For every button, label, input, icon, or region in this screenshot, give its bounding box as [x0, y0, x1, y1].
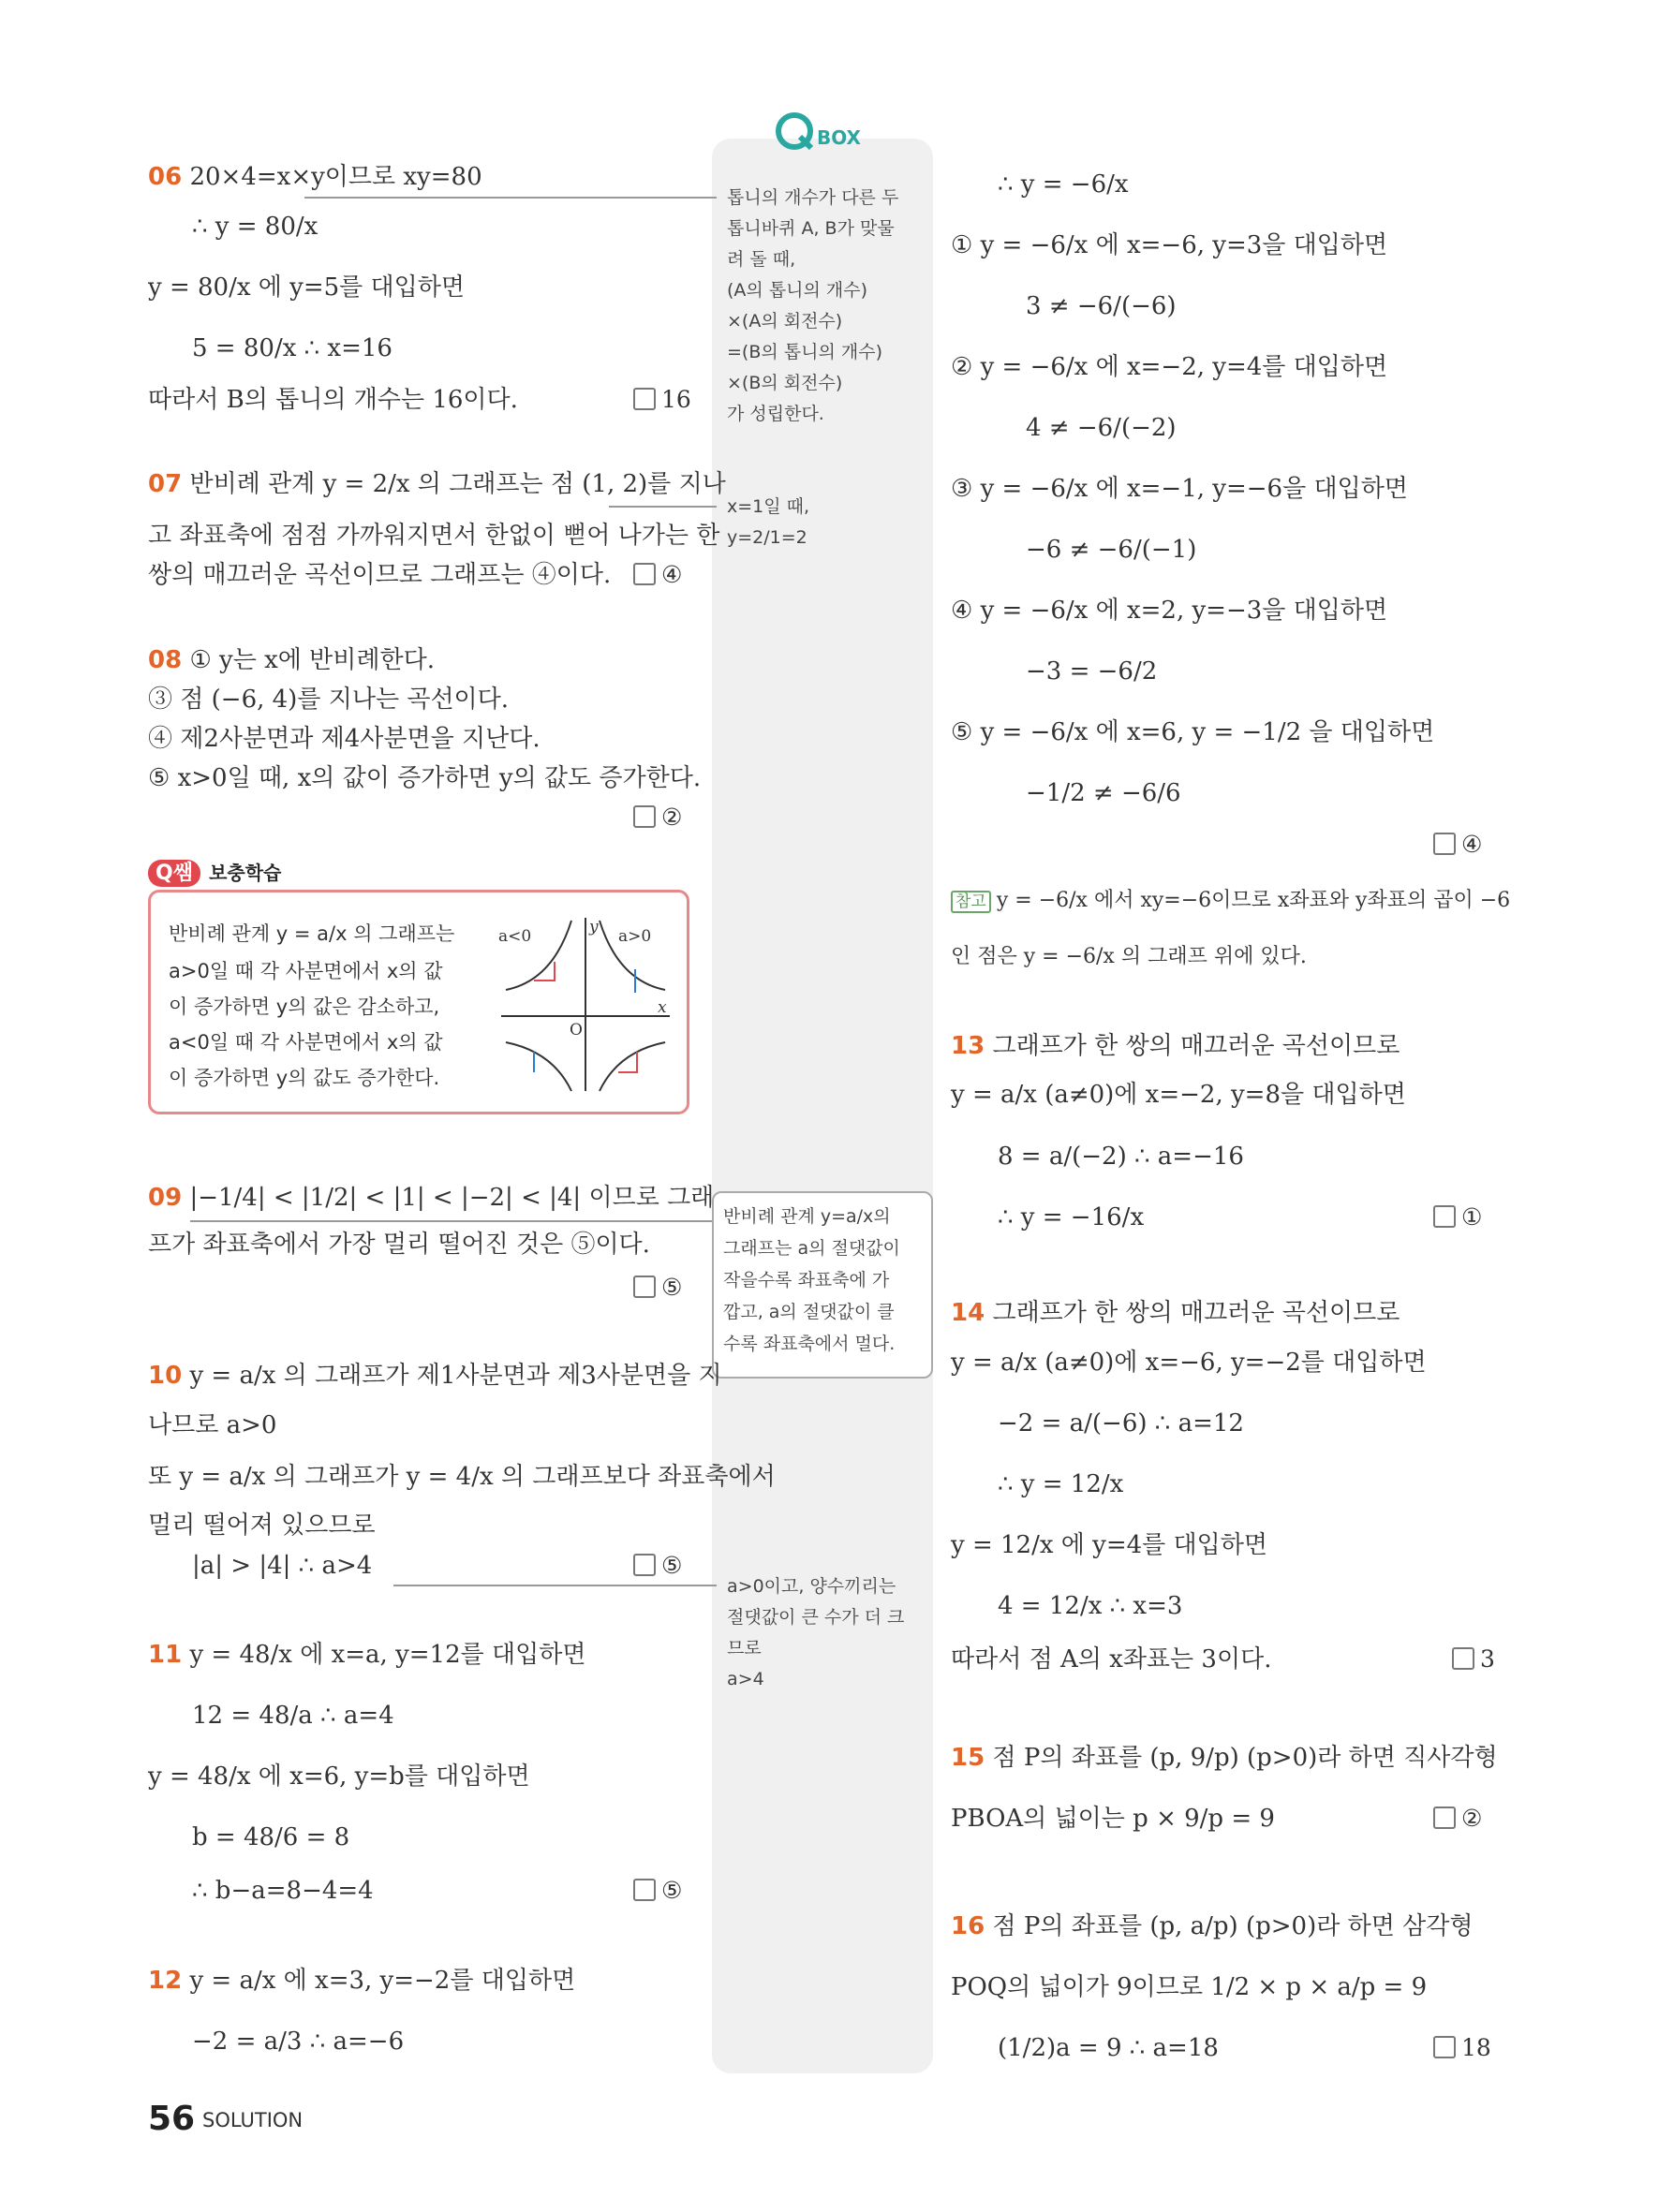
graph-axis-x: x: [658, 998, 667, 1017]
problem-14-line5: y = 12/x 에 y=4를 대입하면: [951, 1531, 1268, 1559]
supplement-text-1: 반비례 관계 y = a/x 의 그래프는: [169, 922, 455, 945]
problem-15-line1: 15 점 P의 좌표를 (p, 9/p) (p>0)라 하면 직사각형: [951, 1744, 1498, 1772]
problem-11-line4: b = 48/6 = 8: [192, 1823, 350, 1851]
problem-09-line2: 프가 좌표축에서 가장 멀리 떨어진 것은 ⑤이다.: [148, 1231, 650, 1259]
problem-number: 09: [148, 1184, 183, 1212]
problem-08-line1: 08 ① y는 x에 반비례한다.: [148, 646, 435, 674]
problem-number: 06: [148, 163, 183, 191]
problem-11-line2: 12 = 48/a ∴ a=4: [192, 1702, 394, 1730]
problem-15-line2: PBOA의 넓이는 p × 9/p = 9: [951, 1805, 1275, 1833]
problem-13-line3: 8 = a/(−2) ∴ a=−16: [998, 1143, 1244, 1171]
problem-06-line5: 따라서 B의 톱니의 개수는 16이다.: [148, 386, 518, 414]
qbox-logo: [774, 111, 877, 161]
problem-06-line3: y = 80/x 에 y=5를 대입하면: [148, 273, 466, 302]
graph-axis-y: y: [589, 918, 599, 936]
problem-11-line1: 11 y = 48/x 에 x=a, y=12를 대입하면: [148, 1641, 586, 1669]
problem-12-line2: −2 = a/3 ∴ a=−6: [192, 2028, 405, 2056]
problem-14-line3: −2 = a/(−6) ∴ a=12: [998, 1409, 1244, 1438]
problem-10-line5: |a| > |4| ∴ a>4: [192, 1552, 373, 1580]
problem-08-line2: ③ 점 (−6, 4)를 지나는 곡선이다.: [148, 686, 510, 714]
problem-12-cont-line2: ① y = −6/x 에 x=−6, y=3을 대입하면: [951, 231, 1388, 259]
supplement-title: Q쌤 보충학습: [148, 857, 281, 886]
supplement-text-4: a<0일 때 각 사분면에서 x의 값: [169, 1031, 443, 1054]
problem-number: 16: [951, 1912, 985, 1940]
connector-10: [393, 1585, 717, 1586]
footer-label: SOLUTION: [202, 2109, 304, 2131]
problem-12-cont-line10: ⑤ y = −6/x 에 x=6, y = −1/2 을 대입하면: [951, 718, 1435, 746]
problem-number: 10: [148, 1362, 183, 1390]
qbox-note-07: x=1일 때, y=2/1=2: [727, 496, 810, 548]
problem-07-line1: 07 반비례 관계 y = 2/x 의 그래프는 점 (1, 2)를 지나: [148, 470, 726, 498]
problem-12-cont-line9: −3 = −6/2: [1026, 657, 1158, 686]
problem-09-line1: 09 |−1/4| < |1/2| < |1| < |−2| < |4| 이므로 그래: [148, 1184, 715, 1212]
answer-12: ④: [1433, 829, 1482, 861]
problem-14-line1: 14 그래프가 한 쌍의 매끄러운 곡선이므로: [951, 1299, 1400, 1327]
connector-09: [190, 1220, 712, 1222]
problem-06-line4: 5 = 80/x ∴ x=16: [192, 334, 393, 362]
problem-10-line3: 또 y = a/x 의 그래프가 y = 4/x 의 그래프보다 좌표축에서: [148, 1463, 776, 1491]
problem-number: 14: [951, 1299, 985, 1327]
answer-14: 3: [1452, 1644, 1495, 1675]
problem-08-line4: ⑤ x>0일 때, x의 값이 증가하면 y의 값도 증가한다.: [148, 764, 702, 792]
problem-13-line1: 13 그래프가 한 쌍의 매끄러운 곡선이므로: [951, 1032, 1400, 1060]
problem-10-line4: 멀리 떨어져 있으므로: [148, 1512, 376, 1540]
problem-number: 13: [951, 1032, 985, 1060]
reference-note-line1: 참고 y = −6/x 에서 xy=−6이므로 x좌표와 y좌표의 곱이 −6: [951, 885, 1510, 917]
graph-label-neg: a<0: [498, 927, 532, 946]
answer-09: ⑤: [633, 1272, 682, 1304]
connector-07: [609, 506, 717, 508]
answer-10: ⑤: [633, 1550, 682, 1582]
problem-16-line3: (1/2)a = 9 ∴ a=18: [998, 2034, 1219, 2062]
problem-12-cont-line5: 4 ≠ −6/(−2): [1026, 414, 1177, 442]
problem-11-line3: y = 48/x 에 x=6, y=b를 대입하면: [148, 1762, 530, 1791]
problem-13-line2: y = a/x (a≠0)에 x=−2, y=8을 대입하면: [951, 1081, 1406, 1109]
problem-12-cont-line4: ② y = −6/x 에 x=−2, y=4를 대입하면: [951, 353, 1388, 381]
problem-08-line3: ④ 제2사분면과 제4사분면을 지난다.: [148, 725, 541, 753]
svg-text:BOX: BOX: [817, 126, 861, 149]
supplement-text-3: 이 증가하면 y의 값은 감소하고,: [169, 995, 440, 1018]
graph-label-pos: a>0: [618, 927, 652, 946]
qbox-note-06: 톱니의 개수가 다른 두 톱니바퀴 A, B가 맞물 려 돌 때, (A의 톱니의 개수) ×(A의 회전수) =(B의 톱니의 개수) ×(B의 회전수) 가 성립한다.: [727, 187, 899, 424]
answer-11: ⑤: [633, 1875, 682, 1907]
problem-14-line2: y = a/x (a≠0)에 x=−6, y=−2를 대입하면: [951, 1349, 1427, 1377]
problem-number: 08: [148, 646, 183, 674]
problem-10-line2: 나므로 a>0: [148, 1411, 277, 1439]
problem-12-cont-line1: ∴ y = −6/x: [998, 170, 1129, 199]
problem-10-line1: 10 y = a/x 의 그래프가 제1사분면과 제3사분면을 지: [148, 1362, 722, 1390]
problem-12-cont-line11: −1/2 ≠ −6/6: [1026, 779, 1181, 807]
answer-07: ④: [633, 559, 682, 591]
problem-16-line2: POQ의 넓이가 9이므로 1/2 × p × a/p = 9: [951, 1973, 1428, 2001]
supplement-text-2: a>0일 때 각 사분면에서 x의 값: [169, 960, 443, 982]
supplement-graph: [496, 913, 674, 1096]
problem-number: 15: [951, 1744, 985, 1772]
reference-note-line2: 인 점은 y = −6/x 의 그래프 위에 있다.: [951, 945, 1307, 968]
answer-08: ②: [633, 802, 682, 833]
problem-number: 11: [148, 1641, 183, 1669]
problem-12-cont-line7: −6 ≠ −6/(−1): [1026, 536, 1197, 564]
qbox-note-10: a>0이고, 양수끼리는 절댓값이 큰 수가 더 크 므로 a>4: [727, 1576, 905, 1689]
page-number: 56: [148, 2100, 196, 2138]
connector-06: [304, 197, 717, 199]
problem-14-line7: 따라서 점 A의 x좌표는 3이다.: [951, 1645, 1272, 1674]
problem-number: 12: [148, 1967, 183, 1995]
problem-07-line3: 쌍의 매끄러운 곡선이므로 그래프는 ④이다.: [148, 561, 612, 589]
problem-14-line6: 4 = 12/x ∴ x=3: [998, 1592, 1183, 1620]
problem-12-cont-line6: ③ y = −6/x 에 x=−1, y=−6을 대입하면: [951, 475, 1408, 503]
answer-06: 16: [633, 384, 691, 416]
answer-15: ②: [1433, 1803, 1482, 1835]
answer-13: ①: [1433, 1202, 1482, 1233]
reference-tag: 참고: [951, 891, 991, 913]
answer-16: 18: [1433, 2032, 1491, 2064]
qbox-note-09: 반비례 관계 y=a/x의 그래프는 a의 절댓값이 작을수록 좌표축에 가 깝고, a의 절댓값이 클 수록 좌표축에서 멀다.: [712, 1191, 933, 1379]
graph-origin: O: [570, 1021, 583, 1040]
problem-12-line1: 12 y = a/x 에 x=3, y=−2를 대입하면: [148, 1967, 576, 1995]
problem-07-line2: 고 좌표축에 점점 가까워지면서 한없이 뻗어 나가는 한: [148, 522, 720, 550]
problem-06-line1: 06 20×4=x×y이므로 xy=80: [148, 163, 482, 191]
problem-16-line1: 16 점 P의 좌표를 (p, a/p) (p>0)라 하면 삼각형: [951, 1912, 1474, 1940]
problem-11-line5: ∴ b−a=8−4=4: [192, 1877, 374, 1905]
problem-13-line4: ∴ y = −16/x: [998, 1203, 1145, 1231]
problem-14-line4: ∴ y = 12/x: [998, 1470, 1124, 1498]
problem-12-cont-line3: 3 ≠ −6/(−6): [1026, 292, 1177, 320]
supplement-text-5: 이 증가하면 y의 값도 증가한다.: [169, 1067, 440, 1089]
problem-12-cont-line8: ④ y = −6/x 에 x=2, y=−3을 대입하면: [951, 597, 1388, 625]
problem-06-line2: ∴ y = 80/x: [192, 213, 318, 241]
problem-number: 07: [148, 470, 183, 498]
